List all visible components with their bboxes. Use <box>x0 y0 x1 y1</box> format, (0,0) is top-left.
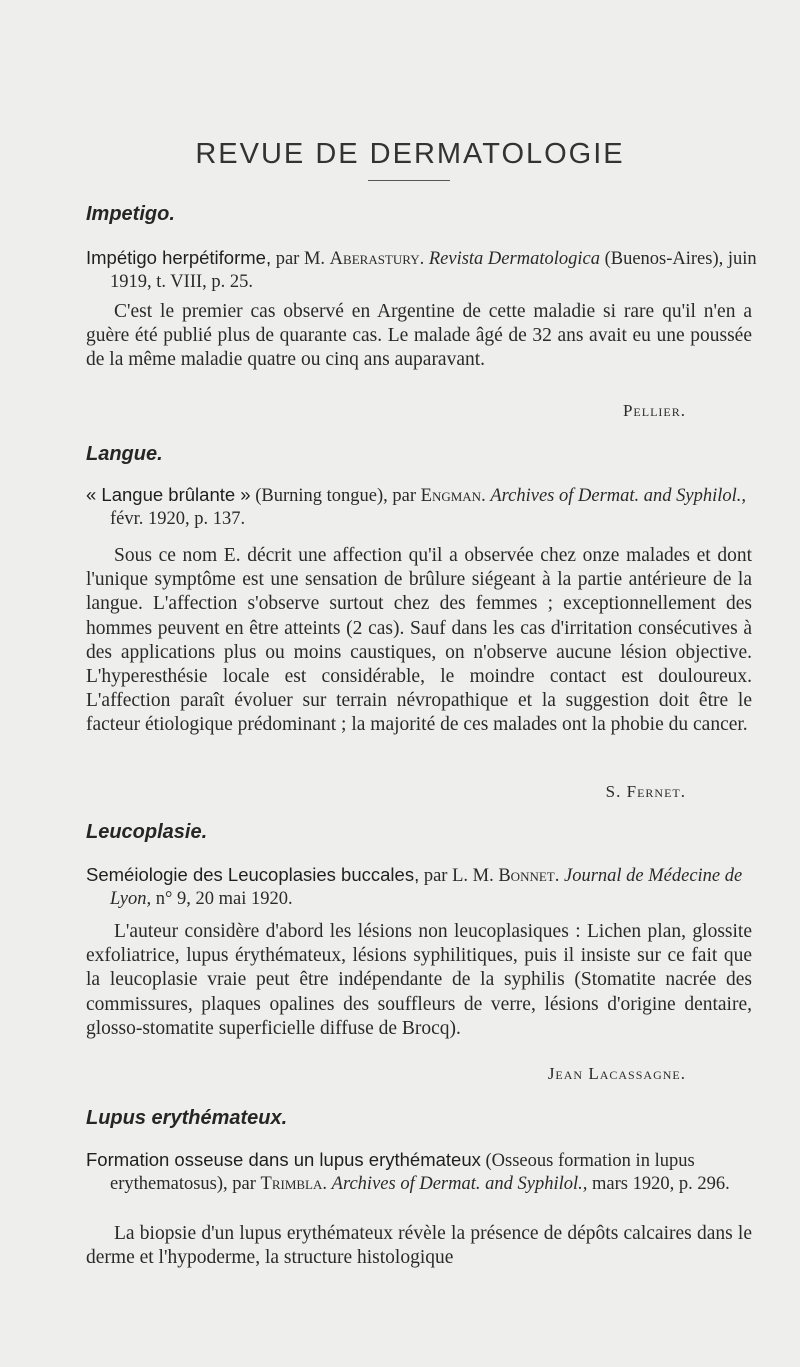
reference-lupus <box>86 1148 780 1196</box>
reference-details: mars 1920, p. 296. <box>591 1174 730 1194</box>
journal-title: REVUE DE DERMATOLOGIE <box>195 138 625 170</box>
reference-title: Formation osseuse dans un lupus erythémateux <box>86 1149 481 1170</box>
title-underline <box>368 180 450 181</box>
reference-journal: Archives of Dermat. and Syphilol., <box>490 486 747 506</box>
section-heading-langue: Langue. <box>86 443 163 465</box>
reference-journal: Journal de Médecine de Lyon, <box>110 866 743 909</box>
signature-lacassagne: Jean Lacassagne. <box>547 1064 686 1083</box>
reference-author: Bonnet. <box>498 866 560 886</box>
reference-title: Impétigo herpétiforme, <box>86 247 272 268</box>
reference-title: « Langue brûlante » <box>86 484 251 505</box>
section-heading-lupus: Lupus erythémateux. <box>86 1107 288 1129</box>
reference-details: (Buenos-Aires), juin 1919, t. VIII, p. 25. <box>110 249 757 292</box>
section-heading-leucoplasie: Leucoplasie. <box>86 821 208 843</box>
reference-langue <box>86 483 780 531</box>
reference-by: (Burning tongue), par <box>255 486 417 506</box>
reference-details: n° 9, 20 mai 1920. <box>155 889 293 909</box>
reference-journal: Archives of Dermat. and Syphilol., <box>331 1174 588 1194</box>
reference-by: par M. <box>275 249 326 269</box>
reference-title: Seméiologie des Leucoplasies buccales, <box>86 864 420 885</box>
reference-by: par L. M. <box>423 866 494 886</box>
reference-author: Engman. <box>420 486 486 506</box>
article-body-leucoplasie: L'auteur considère d'abord les lésions non leucoplasiques : Lichen plan, glossite exfoliatrice, lupus érythémateux, lésions syphilitiques, puis il insiste sur ce fait que la leucoplasie vraie peut être indépendante de la syphilis (Stomatite nacrée des commissures, plaques opalines des souffleurs de verre, lésions d'origine dentaire, glosso-stomatite superficielle diffuse de Brocq). <box>86 921 752 1039</box>
reference-details: févr. 1920, p. 137. <box>110 509 246 529</box>
article-body-impetigo: C'est le premier cas observé en Argentine de cette maladie si rare qu'il n'en a guère été publié plus de quarante cas. Le malade âgé de 32 ans avait eu une poussée de la même maladie quatre ou cinq ans auparavant. <box>86 301 752 371</box>
reference-leucoplasie <box>86 863 780 911</box>
reference-author: Trimbla. <box>260 1174 328 1194</box>
article-body-langue: Sous ce nom E. décrit une affection qu'il a observée chez onze malades et dont l'unique symptôme est une sensation de brûlure siégeant à la partie antérieure de la langue. L'affection s'observe surtout chez des femmes ; exceptionnellement des hommes peuvent en être atteints (2 cas). Sauf dans les cas d'irritation consécutives à des applications plus ou moins caustiques, on n'observe aucune lésion objective. L'hyperesthésie locale est considérable, le moindre contact est douloureux. L'affection paraît évoluer sur terrain névropathique et la suggestion doit être le facteur étiologique prédominant ; la majorité de ces malades ont la phobie du cancer. <box>86 545 752 736</box>
signature-pellier: Pellier. <box>622 401 686 420</box>
article-body-lupus: La biopsie d'un lupus erythémateux révèle la présence de dépôts calcaires dans le derme et l'hypoderme, la structure histologique <box>86 1223 752 1269</box>
signature-fernet: S. Fernet. <box>605 782 686 801</box>
reference-author: Aberastury. <box>329 249 425 269</box>
reference-journal: Revista Dermatologica <box>428 249 600 269</box>
reference-by: (Osseous formation in lupus erythematosus), par <box>110 1151 695 1194</box>
section-heading-impetigo: Impetigo. <box>86 203 175 225</box>
reference-impetigo <box>86 246 780 294</box>
